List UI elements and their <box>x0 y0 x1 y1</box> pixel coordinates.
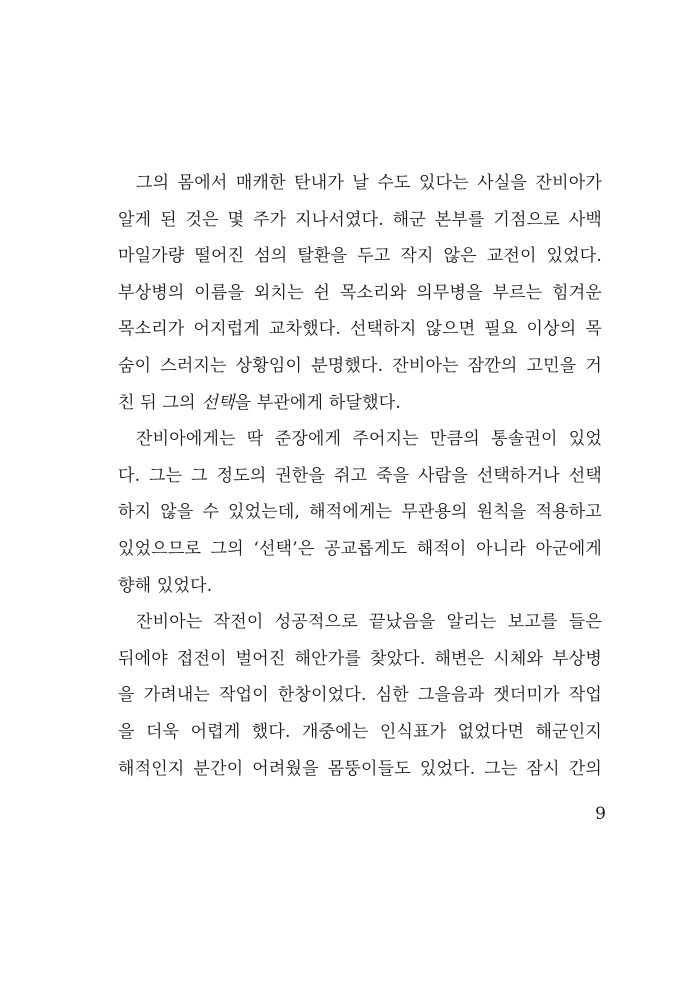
text-line: 해적인지 분간이 어려웠을 몸뚱이들도 있었다. 그는 잠시 간의 <box>118 758 602 779</box>
text-line: 을 더욱 어렵게 했다. 개중에는 인식표가 없었다면 해군인지 <box>118 721 602 742</box>
text-line: 하지 않을 수 있었는데, 해적에게는 무관용의 원칙을 적용하고 <box>118 502 602 523</box>
text-line: 잔비아는 작전이 성공적으로 끝났음을 알리는 보고를 들은 <box>136 612 602 633</box>
text-line: 을 가려내는 작업이 한창이었다. 심한 그을음과 잿더미가 작업 <box>118 685 602 706</box>
text-line: 마일가량 떨어진 섬의 탈환을 두고 작지 않은 교전이 있었다. <box>118 246 602 267</box>
text-segment: 친 뒤 그의 <box>118 392 202 413</box>
text-line <box>118 385 602 422</box>
emphasized-word: 선택 <box>201 392 235 413</box>
text-line: 숨이 스러지는 상황임이 분명했다. 잔비아는 잠깐의 고민을 거 <box>118 355 602 376</box>
text-line: 다. 그는 그 정도의 권한을 쥐고 죽을 사람을 선택하거나 선택 <box>118 465 602 486</box>
page-number: 9 <box>595 804 606 824</box>
text-line: 향해 있었다. <box>118 575 213 596</box>
text-line: 뒤에야 접전이 벌어진 해안가를 찾았다. 해변은 시체와 부상병 <box>118 648 602 669</box>
text-line: 그의 몸에서 매캐한 탄내가 날 수도 있다는 사실을 잔비아가 <box>136 173 602 193</box>
text-line: 알게 된 것은 몇 주가 지나서였다. 해군 본부를 기점으로 사백 <box>118 209 602 230</box>
text-segment: 을 부관에게 하달했다. <box>234 392 401 413</box>
text-line: 목소리가 어지럽게 교차했다. 선택하지 않으면 필요 이상의 목 <box>118 319 602 340</box>
text-line: 잔비아에게는 딱 준장에게 주어지는 만큼의 통솔권이 있었 <box>136 429 602 450</box>
body-text <box>118 165 602 787</box>
text-line: 부상병의 이름을 외치는 쉰 목소리와 의무병을 부르는 힘겨운 <box>118 282 602 303</box>
text-line: 있었으므로 그의 ‘선택’은 공교롭게도 해적이 아니라 아군에게 <box>118 538 602 559</box>
